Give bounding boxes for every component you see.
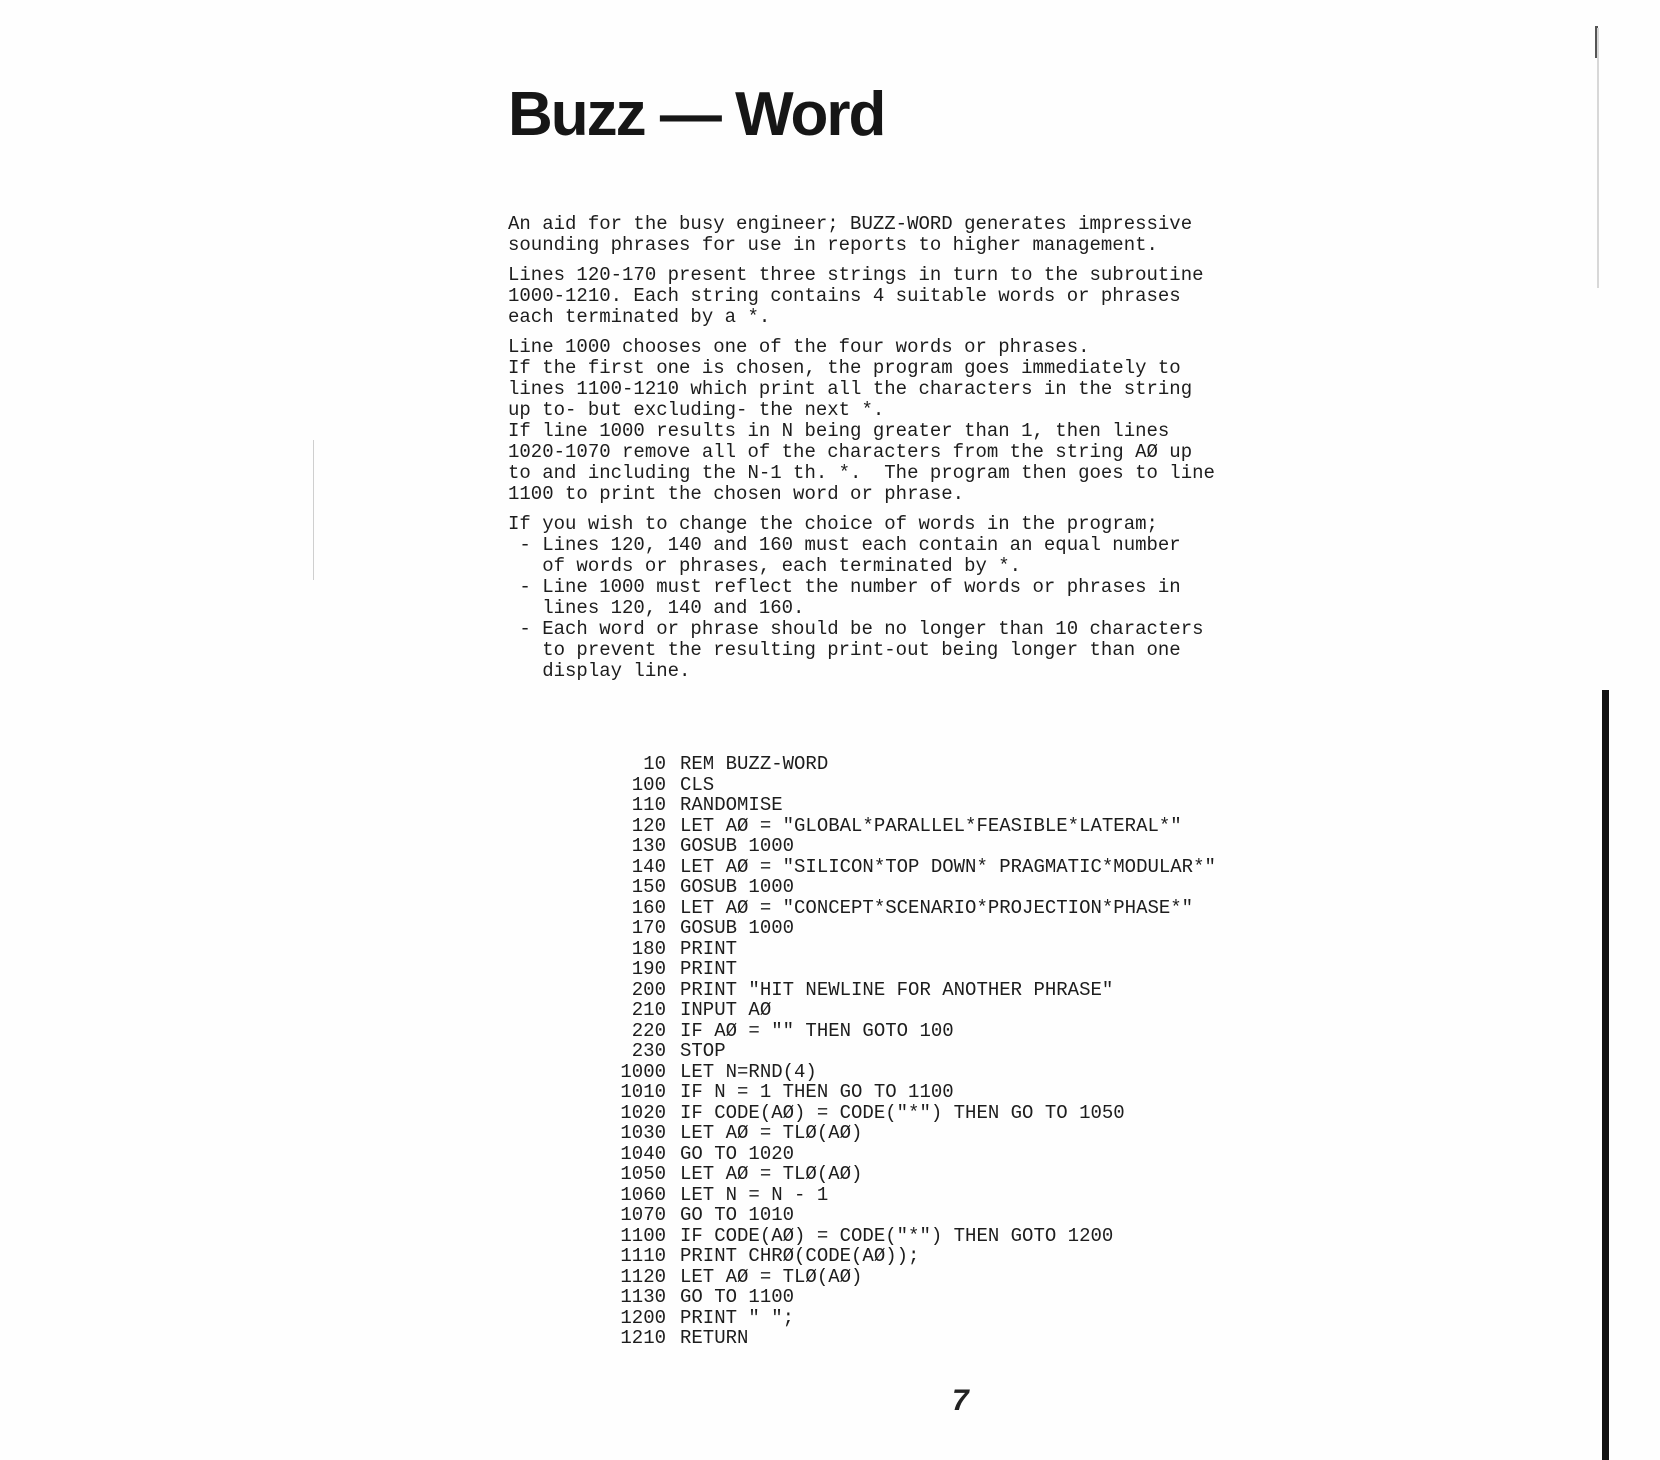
code-statement: LET AØ = "CONCEPT*SCENARIO*PROJECTION*PHASE*" <box>680 896 1194 919</box>
paragraph-line: display line. <box>508 660 691 682</box>
paragraph-line: If you wish to change the choice of words in the program; <box>508 513 1158 535</box>
code-statement: IF N = 1 THEN GO TO 1100 <box>680 1081 954 1103</box>
line-number: 100 <box>631 773 666 796</box>
code-line <box>590 980 1216 1001</box>
code-line <box>590 1103 1216 1124</box>
paragraph-line: up to- but excluding- the next *. <box>508 399 885 421</box>
code-line <box>590 1082 1216 1103</box>
paragraph-line: sounding phrases for use in reports to higher management. <box>508 234 1158 256</box>
paragraph-line: each terminated by a *. <box>508 306 771 328</box>
paragraph-line: - Each word or phrase should be no longer than 10 characters <box>508 618 1204 640</box>
line-number: 200 <box>631 978 666 1001</box>
code-statement: GO TO 1010 <box>680 1204 795 1226</box>
code-line <box>590 1205 1216 1226</box>
code-statement: IF AØ = "" THEN GOTO 100 <box>680 1019 954 1042</box>
code-statement: LET N=RND(4) <box>680 1060 817 1083</box>
paragraph-line: lines 120, 140 and 160. <box>508 597 805 619</box>
line-number: 1030 <box>620 1122 666 1144</box>
code-line <box>590 1226 1216 1247</box>
code-line <box>590 857 1216 878</box>
line-number: 190 <box>631 958 666 980</box>
paragraph-line: 1000-1210. Each string contains 4 suitable words or phrases <box>508 285 1181 307</box>
paragraph-line: Lines 120-170 present three strings in turn to the subroutine <box>508 264 1204 286</box>
paragraph-line: 1100 to print the chosen word or phrase. <box>508 483 965 505</box>
line-number: 1000 <box>620 1060 666 1083</box>
line-number: 1020 <box>620 1101 666 1124</box>
code-line <box>590 816 1216 837</box>
code-statement: LET AØ = "SILICON*TOP DOWN* PRAGMATIC*MODULAR*" <box>680 855 1216 878</box>
code-line <box>590 1308 1216 1329</box>
line-number: 1200 <box>620 1306 666 1329</box>
code-statement: LET AØ = TLØ(AØ) <box>680 1265 863 1288</box>
scan-artifact <box>313 440 314 580</box>
paragraph-line: to and including the N-1 th. *. The program then goes to line <box>508 462 1215 484</box>
line-number: 1040 <box>620 1142 666 1165</box>
paragraph <box>508 265 1438 328</box>
paragraph <box>508 214 1438 256</box>
line-number: 110 <box>631 794 666 816</box>
code-statement: PRINT <box>680 937 738 960</box>
code-line <box>590 939 1216 960</box>
line-number: 1130 <box>620 1286 666 1308</box>
code-line <box>590 1328 1216 1349</box>
page-title: Buzz — Word <box>508 80 885 149</box>
code-line <box>590 1041 1216 1062</box>
code-line <box>590 1021 1216 1042</box>
code-line <box>590 795 1216 816</box>
line-number: 1100 <box>620 1224 666 1247</box>
line-number: 220 <box>631 1019 666 1042</box>
code-line <box>590 898 1216 919</box>
paragraph-line: lines 1100-1210 which print all the characters in the string <box>508 378 1193 400</box>
line-number: 140 <box>631 855 666 878</box>
code-statement: PRINT <box>680 958 738 980</box>
line-number: 1060 <box>620 1183 666 1206</box>
code-statement: REM BUZZ-WORD <box>680 753 829 775</box>
code-statement: PRINT CHRØ(CODE(AØ)); <box>680 1245 920 1267</box>
code-line <box>590 1164 1216 1185</box>
paragraph-line: of words or phrases, each terminated by *. <box>508 555 1022 577</box>
binding-edge <box>1602 690 1609 1460</box>
line-number: 1070 <box>620 1204 666 1226</box>
code-line <box>590 1144 1216 1165</box>
code-line <box>590 1123 1216 1144</box>
code-line <box>590 1287 1216 1308</box>
code-line <box>590 1246 1216 1267</box>
code-statement: INPUT AØ <box>680 999 772 1021</box>
basic-code-listing <box>590 754 1216 1349</box>
paragraph-line: Line 1000 chooses one of the four words or phrases. <box>508 336 1090 358</box>
code-statement: GO TO 1020 <box>680 1142 795 1165</box>
code-line <box>590 775 1216 796</box>
code-line <box>590 1000 1216 1021</box>
code-statement: RETURN <box>680 1327 749 1349</box>
paragraph <box>508 337 1438 505</box>
code-line <box>590 1267 1216 1288</box>
paragraph-line: - Line 1000 must reflect the number of words or phrases in <box>508 576 1181 598</box>
line-number: 180 <box>631 937 666 960</box>
paragraph-line: If the first one is chosen, the program goes immediately to <box>508 357 1181 379</box>
code-line <box>590 1185 1216 1206</box>
page-number: 7 <box>952 1384 969 1417</box>
description-body <box>508 214 1438 691</box>
code-line <box>590 1062 1216 1083</box>
code-statement: CLS <box>680 773 715 796</box>
code-statement: GO TO 1100 <box>680 1286 795 1308</box>
line-number: 1110 <box>620 1245 666 1267</box>
code-line <box>590 754 1216 775</box>
code-statement: GOSUB 1000 <box>680 876 795 898</box>
code-statement: RANDOMISE <box>680 794 783 816</box>
line-number: 150 <box>631 876 666 898</box>
code-statement: PRINT " "; <box>680 1306 795 1329</box>
paragraph-line: An aid for the busy engineer; BUZZ-WORD generates impressive <box>508 213 1193 235</box>
paragraph-line: If line 1000 results in N being greater than 1, then lines <box>508 420 1170 442</box>
line-number: 120 <box>631 814 666 837</box>
code-line <box>590 918 1216 939</box>
code-statement: GOSUB 1000 <box>680 835 795 857</box>
code-statement: LET AØ = TLØ(AØ) <box>680 1163 863 1185</box>
line-number: 170 <box>631 917 666 939</box>
paragraph-line: 1020-1070 remove all of the characters from the string AØ up <box>508 441 1193 463</box>
line-number: 210 <box>631 999 666 1021</box>
code-line <box>590 959 1216 980</box>
code-line <box>590 836 1216 857</box>
scan-edge-shadow <box>1597 28 1599 288</box>
code-statement: IF CODE(AØ) = CODE("*") THEN GOTO 1200 <box>680 1224 1114 1247</box>
line-number: 1210 <box>620 1327 666 1349</box>
code-statement: IF CODE(AØ) = CODE("*") THEN GO TO 1050 <box>680 1101 1125 1124</box>
paragraph-line: - Lines 120, 140 and 160 must each contain an equal number <box>508 534 1181 556</box>
line-number: 160 <box>631 896 666 919</box>
code-statement: LET AØ = "GLOBAL*PARALLEL*FEASIBLE*LATERAL*" <box>680 814 1182 837</box>
code-statement: PRINT "HIT NEWLINE FOR ANOTHER PHRASE" <box>680 978 1114 1001</box>
line-number: 1120 <box>620 1265 666 1288</box>
code-line <box>590 877 1216 898</box>
line-number: 130 <box>631 835 666 857</box>
code-statement: LET AØ = TLØ(AØ) <box>680 1122 863 1144</box>
paragraph <box>508 514 1438 682</box>
code-statement: GOSUB 1000 <box>680 917 795 939</box>
line-number: 1010 <box>620 1081 666 1103</box>
line-number: 230 <box>631 1040 666 1062</box>
line-number: 1050 <box>620 1163 666 1185</box>
code-statement: STOP <box>680 1040 726 1062</box>
line-number: 10 <box>643 753 666 775</box>
paragraph-line: to prevent the resulting print-out being longer than one <box>508 639 1181 661</box>
code-statement: LET N = N - 1 <box>680 1183 829 1206</box>
